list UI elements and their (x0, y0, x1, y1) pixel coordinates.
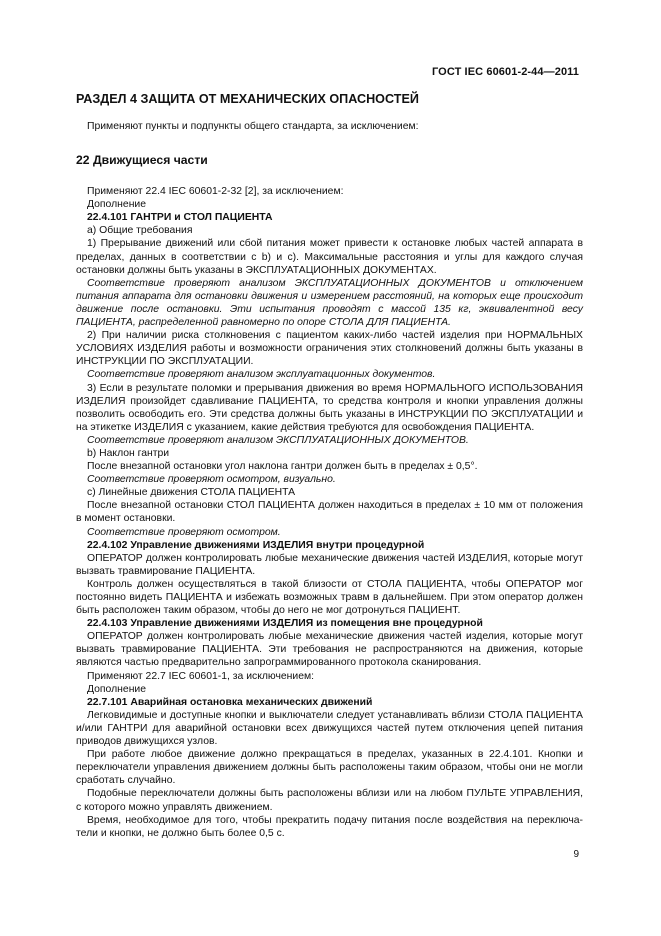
subclause-22-4-102-p1: ОПЕРАТОР должен контролировать любые механические движения частей ИЗДЕЛИЯ, которые могут вызвать травмирование ПАЦИЕНТА. (76, 552, 583, 577)
clause-22-7-addition: Дополнение (87, 683, 147, 695)
subclause-22-4-102-p2: Контроль должен осуществляться в такой близости от СТОЛА ПАЦИЕНТА, чтобы ОПЕРАТОР мог постоянно видеть ПАЦИЕНТА и избежать возможных травм в дальнейшем. При этом оператор должен быть расположен таким образом, чтобы до него не мог дотронуться ПАЦИЕНТ. (76, 578, 583, 617)
subclause-22-4-101-p3: 3) Если в результате поломки и прерывания движения во время НОРМАЛЬНОГО ИСПОЛЬЗОВАНИЯ ИЗДЕЛИЯ произойдет сдавливание ПАЦИЕНТА, то средства контроля и кнопки управления должны позволить освободить его. Эти средства должны быть указаны в ИНСТРУКЦИИ ПО ЭКСПЛУАТАЦИИ и на этикетке ИЗДЕЛИЯ с указанием, какие действия требуются для освобождения ПАЦИЕНТА. (76, 382, 583, 433)
subclause-22-4-102-heading: 22.4.102 Управление движениями ИЗДЕЛИЯ внутри процедурной (87, 539, 425, 551)
subclause-22-7-101-p2: При работе любое движение должно прекращаться в пределах, указанных в 22.4.101. Кнопки и переключатели управления движением должны быть расположены таким образом, чтобы они не могли сработать случайно. (76, 749, 583, 787)
subclause-22-4-101-p1: 1) Прерывание движений или сбой питания может привести к остановке любых частей аппарата в пределах, данных в соответствии с b) и c). Максимальные расстояния и углы для каждого случая остановки должны быть указаны в ЭКСПЛУАТАЦИОННЫХ ДОКУМЕНТАХ. (76, 238, 583, 276)
subclause-22-4-101-c: с) Линейные движения СТОЛА ПАЦИЕНТА (87, 487, 296, 499)
subclause-22-4-101-heading: 22.4.101 ГАНТРИ и СТОЛ ПАЦИЕНТА (87, 212, 273, 224)
subclause-22-4-103-heading: 22.4.103 Управление движениями ИЗДЕЛИЯ из помещения вне процедурной (87, 618, 483, 630)
page-content (76, 92, 583, 840)
page-number: 9 (573, 849, 579, 860)
clause-22-title: 22 Движущиеся части (76, 153, 208, 168)
clause-22-7-apply: Применяют 22.7 IEC 60601-1, за исключением: (87, 670, 315, 682)
clause-22-apply: Применяют 22.4 IEC 60601-2-32 [2], за исключением: (87, 186, 344, 198)
clause-22-addition: Дополнение (87, 199, 147, 211)
subclause-22-4-101-p3-check: Соответствие проверяют анализом ЭКСПЛУАТАЦИОННЫХ ДОКУМЕНТОВ. (87, 434, 469, 446)
subclause-22-4-103-p1: ОПЕРАТОР должен контролировать любые механические движения частей изделия, которые могут вызвать травмирование ПАЦИЕНТА. Эти требования не распространяются на движения, которые являются частью предварительно запрограммированного протокола сканирования. (76, 631, 583, 669)
intro-paragraph: Применяют пункты и подпункты общего стандарта, за исключением: (87, 121, 419, 132)
section-title: РАЗДЕЛ 4 ЗАЩИТА ОТ МЕХАНИЧЕСКИХ ОПАСНОСТЕЙ (76, 92, 419, 106)
subclause-22-4-101-b-check: Соответствие проверяют осмотром, визуально. (87, 474, 336, 486)
subclause-22-4-101-c-text: После внезапной остановки СТОЛ ПАЦИЕНТА должен находиться в пределах ± 10 мм от положения в момент остановки. (76, 500, 583, 525)
subclause-22-4-101-b: b) Наклон гантри (87, 447, 170, 459)
subclause-22-4-101-a: а) Общие требования (87, 225, 193, 237)
subclause-22-4-101-p2: 2) При наличии риска столкновения с пациентом каких-либо частей изделия при НОРМАЛЬНЫХ УСЛОВИЯХ ИЗДЕЛИЯ работы и возможности ограничения этих столкновений должны быть указаны в ИНСТРУКЦИИ ПО ЭКСПЛУАТАЦИИ. (76, 330, 583, 368)
subclause-22-7-101-heading: 22.7.101 Аварийная остановка механических движений (87, 696, 373, 708)
standard-header: ГОСТ IEC 60601-2-44—2011 (431, 66, 579, 78)
subclause-22-7-101-p3: Подобные переключатели должны быть расположены вблизи или на любом ПУЛЬТЕ УПРАВЛЕНИЯ, с которого можно управлять движением. (76, 788, 583, 813)
subclause-22-4-101-b-text: После внезапной остановки угол наклона гантри должен быть в пределах ± 0,5°. (87, 461, 478, 473)
subclause-22-7-101-p1: Легковидимые и доступные кнопки и выключатели следует устанавливать вблизи СТОЛА ПАЦИЕНТА и/или ГАНТРИ для аварийной остановки всех движущихся частей путем отключения цепей питания приводов движущихся узлов. (76, 709, 583, 748)
subclause-22-4-101-c-check: Соответствие проверяют осмотром. (87, 526, 281, 538)
subclause-22-4-101-p2-check: Соответствие проверяют анализом эксплуатационных документов. (87, 369, 436, 381)
subclause-22-7-101-p4: Время, необходимое для того, чтобы прекратить подачу питания после воздействия на переключатели и кнопки, не должно быть более 0,5 с. (76, 814, 583, 839)
subclause-22-4-101-p1-check: Соответствие проверяют анализом ЭКСПЛУАТАЦИОННЫХ ДОКУМЕНТОВ и отключением питания аппарата для остановки движения и измерением расстояний, на которых еще происходит движение после остановки. Эти испытания проводят с массой 135 кг, эквивалентной весу ПАЦИЕНТА, распределенной равномерно по опоре СТОЛА ДЛЯ ПАЦИЕНТА. (76, 277, 583, 329)
